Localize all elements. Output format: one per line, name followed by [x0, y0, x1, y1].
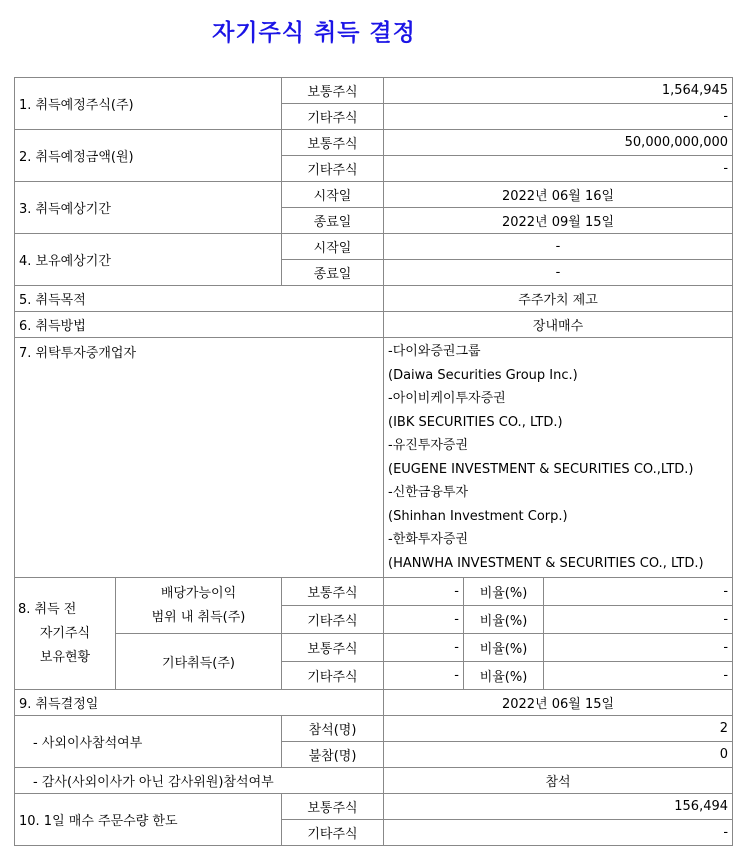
ratio-label: 비율(%) [464, 634, 544, 662]
label-line: 범위 내 취득(주) [151, 609, 246, 625]
value: - [544, 578, 733, 606]
value: 1,564,945 [384, 78, 733, 104]
value: 주주가치 제고 [384, 286, 733, 312]
sub-label: 기타주식 [282, 104, 384, 130]
value: 2022년 09월 15일 [384, 208, 733, 234]
broker-list [384, 338, 733, 578]
row-label: 9. 취득결정일 [15, 690, 384, 716]
value: 참석 [384, 768, 733, 794]
sub-label: 보통주식 [282, 578, 384, 606]
list-item: (HANWHA INVESTMENT & SECURITIES CO., LTD.) [388, 555, 704, 571]
value: - [384, 662, 464, 690]
table-row [15, 794, 733, 820]
row-label: - 사외이사참석여부 [15, 716, 282, 768]
list-item: -유진투자증권 [388, 438, 469, 453]
sub-label: 종료일 [282, 260, 384, 286]
sub-label: 기타주식 [282, 156, 384, 182]
sub-label: 참석(명) [282, 716, 384, 742]
row-label: 1. 취득예정주식(주) [15, 78, 282, 130]
table-row [15, 130, 733, 156]
row-label: 5. 취득목적 [15, 286, 384, 312]
value: - [384, 578, 464, 606]
row-label: 4. 보유예상기간 [15, 234, 282, 286]
row-label: 10. 1일 매수 주문수량 한도 [15, 794, 282, 846]
value: 156,494 [384, 794, 733, 820]
row-label [15, 578, 116, 690]
sub-label: 보통주식 [282, 130, 384, 156]
value: 2022년 06월 16일 [384, 182, 733, 208]
value: 2 [384, 716, 733, 742]
row-label: 7. 위탁투자중개업자 [15, 338, 384, 578]
row-label: 3. 취득예상기간 [15, 182, 282, 234]
value: 0 [384, 742, 733, 768]
value: - [384, 820, 733, 846]
table-row [15, 78, 733, 104]
ratio-label: 비율(%) [464, 662, 544, 690]
page-title: 자기주식 취득 결정 [212, 20, 416, 46]
table-row [15, 634, 733, 662]
table-row [15, 338, 733, 578]
group-label: 기타취득(주) [116, 634, 282, 690]
table-row [15, 690, 733, 716]
sub-label: 보통주식 [282, 794, 384, 820]
sub-label: 보통주식 [282, 634, 384, 662]
table-row [15, 234, 733, 260]
ratio-label: 비율(%) [464, 606, 544, 634]
label-line: 자기주식 [39, 625, 91, 641]
sub-label: 종료일 [282, 208, 384, 234]
list-item: -다이와증권그룹 [388, 344, 481, 359]
value: 2022년 06월 15일 [384, 690, 733, 716]
label-line: 8. 취득 전 [18, 601, 77, 617]
table-row [15, 286, 733, 312]
sub-label: 보통주식 [282, 78, 384, 104]
table-row [15, 768, 733, 794]
group-label [116, 578, 282, 634]
row-label: 2. 취득예정금액(원) [15, 130, 282, 182]
sub-label: 시작일 [282, 182, 384, 208]
list-item: -아이비케이투자증권 [388, 391, 506, 406]
sub-label: 불참(명) [282, 742, 384, 768]
value: - [544, 606, 733, 634]
value: - [384, 234, 733, 260]
table-row [15, 182, 733, 208]
value: - [384, 260, 733, 286]
row-label: - 감사(사외이사가 아닌 감사위원)참석여부 [15, 768, 384, 794]
label-line: 보유현황 [39, 649, 91, 665]
sub-label: 기타주식 [282, 662, 384, 690]
list-item: (EUGENE INVESTMENT & SECURITIES CO.,LTD.) [388, 461, 694, 477]
table-row [15, 578, 733, 606]
value: - [544, 662, 733, 690]
list-item: -한화투자증권 [388, 532, 469, 547]
row-label: 6. 취득방법 [15, 312, 384, 338]
list-item: -신한금융투자 [388, 485, 469, 500]
value: 장내매수 [384, 312, 733, 338]
table-row [15, 716, 733, 742]
disclosure-table [14, 77, 733, 846]
label-line: 배당가능이익 [160, 585, 237, 601]
value: 50,000,000,000 [384, 130, 733, 156]
value: - [384, 156, 733, 182]
sub-label: 기타주식 [282, 820, 384, 846]
table-row [15, 312, 733, 338]
sub-label: 기타주식 [282, 606, 384, 634]
list-item: (Daiwa Securities Group Inc.) [388, 367, 578, 383]
value: - [544, 634, 733, 662]
sub-label: 시작일 [282, 234, 384, 260]
list-item: (Shinhan Investment Corp.) [388, 508, 568, 524]
list-item: (IBK SECURITIES CO., LTD.) [388, 414, 563, 430]
ratio-label: 비율(%) [464, 578, 544, 606]
value: - [384, 634, 464, 662]
value: - [384, 606, 464, 634]
value: - [384, 104, 733, 130]
